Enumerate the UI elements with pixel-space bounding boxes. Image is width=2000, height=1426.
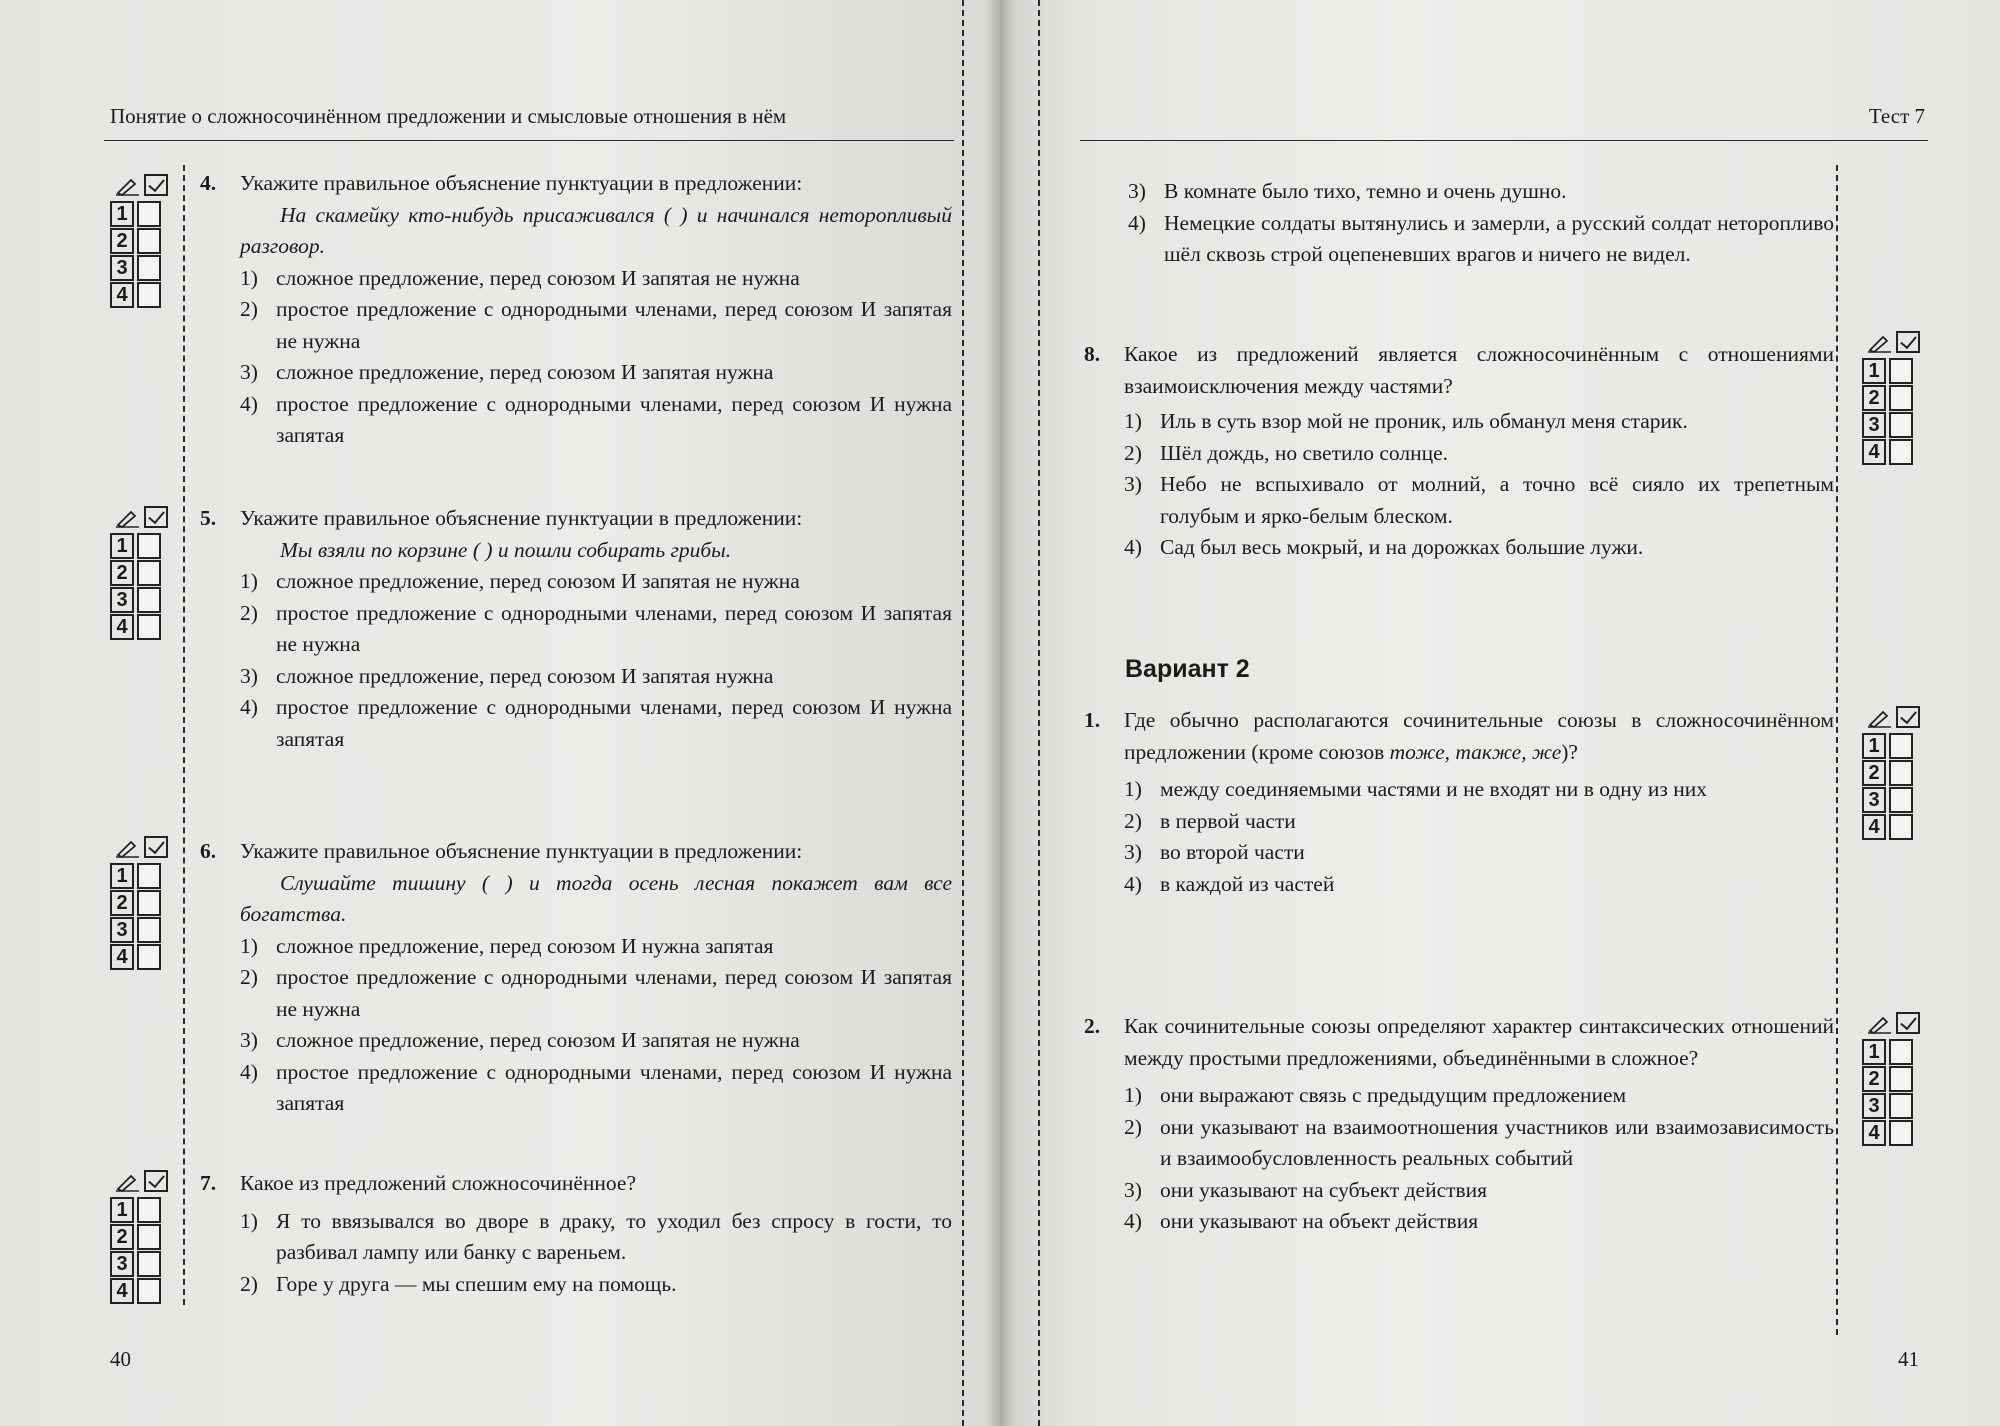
answer-option[interactable] (240, 931, 952, 963)
answer-number: 4 (110, 282, 134, 308)
answer-cell[interactable] (137, 1197, 161, 1223)
answer-box (1862, 702, 1920, 840)
option-text: Шёл дождь, но светило солнце. (1160, 440, 1449, 465)
answer-option[interactable] (240, 566, 952, 598)
option-number: 2) (240, 1271, 258, 1296)
option-number: 4) (1124, 535, 1142, 559)
right-page (1000, 0, 2000, 1426)
answer-number: 4 (1862, 439, 1886, 465)
option-text: в каждой из частей (1160, 871, 1335, 896)
answer-cell[interactable] (137, 201, 161, 227)
answer-cell[interactable] (137, 863, 161, 889)
option-text: сложное предложение, перед союзом И запятая не нужна (276, 265, 800, 290)
answer-cell[interactable] (1889, 1066, 1913, 1092)
option-text: простое предложение с однородными членами, перед союзом И запятая не нужна (276, 297, 952, 353)
option-number: 1) (240, 933, 258, 958)
answer-option[interactable] (240, 1057, 952, 1120)
answer-number: 4 (110, 944, 134, 970)
question-text: Какое из предложений сложносочинённое? (240, 1171, 637, 1195)
option-number: 4) (1124, 871, 1142, 896)
question-text-part: Где обычно располагаются сочинительные союзы в сложносочинённом предложении (кроме союзов (1124, 708, 1834, 764)
answer-option[interactable] (1124, 406, 1834, 438)
question-7 (200, 1168, 952, 1300)
option-text: сложное предложение, перед союзом И запятая не нужна (276, 1028, 800, 1052)
running-head: Тест 7 (1868, 104, 1925, 128)
answer-cell[interactable] (137, 282, 161, 308)
option-number: 4) (1128, 210, 1146, 235)
pen-icon (115, 1170, 141, 1192)
answer-option[interactable] (1124, 869, 1834, 901)
check-icon (144, 836, 168, 858)
option-text: простое предложение с однородными членами, перед союзом И нужна запятая (276, 695, 952, 751)
answer-option[interactable] (1124, 837, 1834, 869)
answer-number: 2 (110, 1224, 134, 1250)
question-example: На скамейку кто-нибудь присаживался ( ) и начинался неторопливый разговор. (240, 202, 952, 258)
answer-number: 3 (110, 1251, 134, 1277)
check-icon (144, 1170, 168, 1192)
question-number: 4. (200, 171, 217, 195)
answer-number: 2 (1862, 385, 1886, 411)
answer-cell[interactable] (1889, 760, 1913, 786)
page-number: 41 (1898, 1347, 1919, 1371)
option-number: 3) (240, 360, 258, 384)
variant-question-1 (1084, 705, 1834, 900)
header-rule (1080, 140, 1928, 141)
answer-number: 2 (110, 890, 134, 916)
check-icon (1896, 1012, 1920, 1034)
answer-option[interactable] (240, 661, 952, 693)
option-text: В комнате было тихо, темно и очень душно. (1164, 179, 1567, 203)
answer-cell[interactable] (137, 1278, 161, 1304)
cut-line (1038, 0, 1040, 1426)
option-number: 2) (1124, 808, 1142, 833)
question-number: 1. (1084, 708, 1101, 732)
answer-cell[interactable] (137, 1251, 161, 1277)
answer-option[interactable] (240, 1025, 952, 1057)
question-text: Укажите правильное объяснение пунктуации в предложении: (240, 839, 803, 863)
variant-question-2 (1084, 1011, 1834, 1238)
answer-cell[interactable] (137, 890, 161, 916)
pen-icon (115, 836, 141, 858)
answer-number: 3 (110, 587, 134, 613)
answer-option[interactable] (240, 962, 952, 1025)
answer-box (110, 502, 168, 640)
question-number: 2. (1084, 1014, 1101, 1038)
question-text: Укажите правильное объяснение пунктуации в предложении: (240, 506, 803, 530)
check-icon (1896, 331, 1920, 353)
option-text: Немецкие солдаты вытянулись и замерли, а русский солдат неторопливо шёл сквозь строй оцепеневших врагов и ничего не видел. (1164, 210, 1834, 266)
answer-cell[interactable] (137, 560, 161, 586)
option-text: Иль в суть взор мой не проник, иль обманул меня старик. (1160, 409, 1688, 433)
answer-option[interactable] (240, 598, 952, 661)
variant-title: Вариант 2 (1125, 655, 1250, 683)
answer-number: 4 (110, 1278, 134, 1304)
option-text: простое предложение с однородными членами, перед союзом И нужна запятая (276, 391, 952, 447)
option-text: между соединяемыми частями и не входят ни в одну из них (1160, 777, 1708, 801)
option-number: 1) (240, 569, 258, 593)
option-text: Я то ввязывался во дворе в драку, то уходил без спросу в гости, то разбивал лампу или банку с вареньем. (276, 1208, 952, 1264)
question-5 (200, 503, 952, 755)
answer-cell[interactable] (137, 587, 161, 613)
answer-option[interactable] (240, 1269, 952, 1301)
option-text: сложное предложение, перед союзом И запятая не нужна (276, 569, 800, 593)
answer-number: 2 (110, 560, 134, 586)
answer-number: 3 (1862, 787, 1886, 813)
margin-line (183, 165, 185, 1305)
pen-icon (1867, 331, 1893, 353)
check-icon (144, 506, 168, 528)
question-example: Слушайте тишину ( ) и тогда осень лесная покажет вам все богатства. (240, 870, 952, 926)
question-4 (200, 168, 952, 452)
answer-option[interactable] (1128, 176, 1834, 208)
answer-option[interactable] (1124, 1112, 1834, 1175)
answer-box (110, 832, 168, 970)
option-number: 1) (1124, 409, 1142, 433)
answer-option[interactable] (1124, 774, 1834, 806)
answer-cell[interactable] (1889, 814, 1913, 840)
option-text: сложное предложение, перед союзом И нужна запятая (276, 933, 774, 958)
option-number: 4) (240, 1059, 258, 1084)
option-number: 3) (1128, 179, 1146, 203)
answer-number: 1 (1862, 733, 1886, 759)
answer-number: 4 (110, 614, 134, 640)
option-number: 1) (1124, 1083, 1142, 1107)
answer-option[interactable] (1124, 469, 1834, 532)
answer-option[interactable] (240, 692, 952, 755)
answer-option[interactable] (1128, 208, 1834, 271)
answer-cell[interactable] (137, 944, 161, 970)
answer-cell[interactable] (137, 228, 161, 254)
answer-option[interactable] (240, 357, 952, 389)
question-number: 8. (1084, 342, 1101, 366)
option-number: 3) (1124, 472, 1142, 496)
answer-box (110, 1166, 168, 1304)
option-text: Сад был весь мокрый, и на дорожках большие лужи. (1160, 535, 1644, 559)
answer-cell[interactable] (1889, 412, 1913, 438)
question-number: 5. (200, 506, 217, 530)
option-text: простое предложение с однородными членами, перед союзом И запятая не нужна (276, 600, 952, 656)
option-number: 1) (240, 1208, 258, 1233)
running-head: Понятие о сложносочинённом предложении и смысловые отношения в нём (110, 104, 787, 128)
option-number: 2) (1124, 440, 1142, 465)
option-text: Горе у друга — мы спешим ему на помощь. (276, 1271, 677, 1296)
answer-option[interactable] (240, 1206, 952, 1269)
option-number: 2) (240, 297, 258, 321)
question-text (1124, 705, 1834, 768)
question-number: 7. (200, 1171, 217, 1195)
option-number: 2) (240, 965, 258, 989)
answer-option[interactable] (240, 389, 952, 452)
answer-number: 2 (1862, 760, 1886, 786)
answer-number: 1 (110, 1197, 134, 1223)
option-number: 4) (1124, 1209, 1142, 1233)
option-number: 2) (240, 600, 258, 625)
answer-cell[interactable] (1889, 1039, 1913, 1065)
answer-cell[interactable] (1889, 358, 1913, 384)
option-number: 1) (1124, 777, 1142, 801)
question-number: 6. (200, 839, 217, 863)
option-text: сложное предложение, перед союзом И запятая нужна (276, 663, 774, 688)
pen-icon (115, 174, 141, 196)
answer-number: 4 (1862, 814, 1886, 840)
answer-cell[interactable] (137, 255, 161, 281)
answer-number: 1 (110, 201, 134, 227)
option-text: во второй части (1160, 840, 1305, 864)
answer-option[interactable] (1124, 1080, 1834, 1112)
option-number: 3) (1124, 840, 1142, 864)
answer-option[interactable] (240, 263, 952, 295)
answer-cell[interactable] (137, 917, 161, 943)
book-spine (985, 0, 1015, 1426)
question-text: Укажите правильное объяснение пунктуации в предложении: (240, 171, 803, 195)
answer-cell[interactable] (1889, 385, 1913, 411)
option-number: 1) (240, 265, 258, 290)
answer-option[interactable] (1124, 806, 1834, 838)
question-example: Мы взяли по корзине ( ) и пошли собирать грибы. (280, 537, 732, 562)
question-text: Какое из предложений является сложносочинённым с отношениями взаимоисключения между частями? (1124, 342, 1834, 398)
check-icon (144, 174, 168, 196)
option-text: они указывают на объект действия (1160, 1209, 1479, 1233)
answer-number: 3 (110, 917, 134, 943)
option-number: 2) (1124, 1114, 1142, 1139)
answer-cell[interactable] (1889, 439, 1913, 465)
answer-cell[interactable] (1889, 733, 1913, 759)
pen-icon (1867, 706, 1893, 728)
margin-line (1836, 165, 1838, 1335)
question-7-continuation (1088, 176, 1834, 271)
option-text: они указывают на субъект действия (1160, 1177, 1488, 1202)
answer-number: 3 (1862, 1093, 1886, 1119)
option-number: 3) (1124, 1177, 1142, 1202)
option-text: простое предложение с однородными членами, перед союзом И нужна запятая (276, 1059, 952, 1115)
option-text: сложное предложение, перед союзом И запятая нужна (276, 360, 774, 384)
answer-number: 3 (110, 255, 134, 281)
answer-number: 1 (1862, 358, 1886, 384)
option-number: 4) (240, 391, 258, 416)
answer-cell[interactable] (137, 1224, 161, 1250)
pen-icon (115, 506, 141, 528)
answer-cell[interactable] (137, 533, 161, 559)
option-text: Небо не вспыхивало от молний, а точно всё сияло их трепетным голубым и ярко-белым блеском. (1160, 472, 1834, 528)
answer-box (110, 170, 168, 308)
answer-box (1862, 327, 1920, 465)
answer-number: 1 (1862, 1039, 1886, 1065)
header-rule (104, 140, 954, 141)
answer-number: 1 (110, 533, 134, 559)
answer-option[interactable] (1124, 1206, 1834, 1238)
answer-option[interactable] (1124, 1175, 1834, 1207)
check-icon (1896, 706, 1920, 728)
pen-icon (1867, 1012, 1893, 1034)
option-text: в первой части (1160, 808, 1296, 833)
question-8 (1084, 339, 1834, 564)
answer-cell[interactable] (1889, 1093, 1913, 1119)
answer-box (1862, 1008, 1920, 1146)
option-number: 4) (240, 695, 258, 719)
page-number: 40 (110, 1347, 131, 1371)
answer-number: 4 (1862, 1120, 1886, 1146)
option-text: они выражают связь с предыдущим предложением (1160, 1083, 1627, 1107)
question-6 (200, 836, 952, 1120)
option-number: 3) (240, 1028, 258, 1052)
answer-option[interactable] (240, 294, 952, 357)
answer-cell[interactable] (1889, 787, 1913, 813)
option-text: они указывают на взаимоотношения участников или взаимозависимость и взаимообусловленность реальных событий (1160, 1114, 1834, 1170)
question-text-part: )? (1561, 739, 1578, 764)
answer-number: 2 (110, 228, 134, 254)
answer-cell[interactable] (1889, 1120, 1913, 1146)
answer-option[interactable] (1124, 532, 1834, 564)
answer-number: 3 (1862, 412, 1886, 438)
cut-line (962, 0, 964, 1426)
option-text: простое предложение с однородными членами, перед союзом И запятая не нужна (276, 965, 952, 1021)
answer-number: 1 (110, 863, 134, 889)
answer-option[interactable] (1124, 438, 1834, 470)
answer-cell[interactable] (137, 614, 161, 640)
answer-number: 2 (1862, 1066, 1886, 1092)
option-number: 3) (240, 663, 258, 688)
question-text: Как сочинительные союзы определяют характер синтаксических отношений между простыми предложениями, объединёнными в сложное? (1124, 1014, 1834, 1070)
question-text-italic: тоже, также, же (1389, 739, 1562, 764)
